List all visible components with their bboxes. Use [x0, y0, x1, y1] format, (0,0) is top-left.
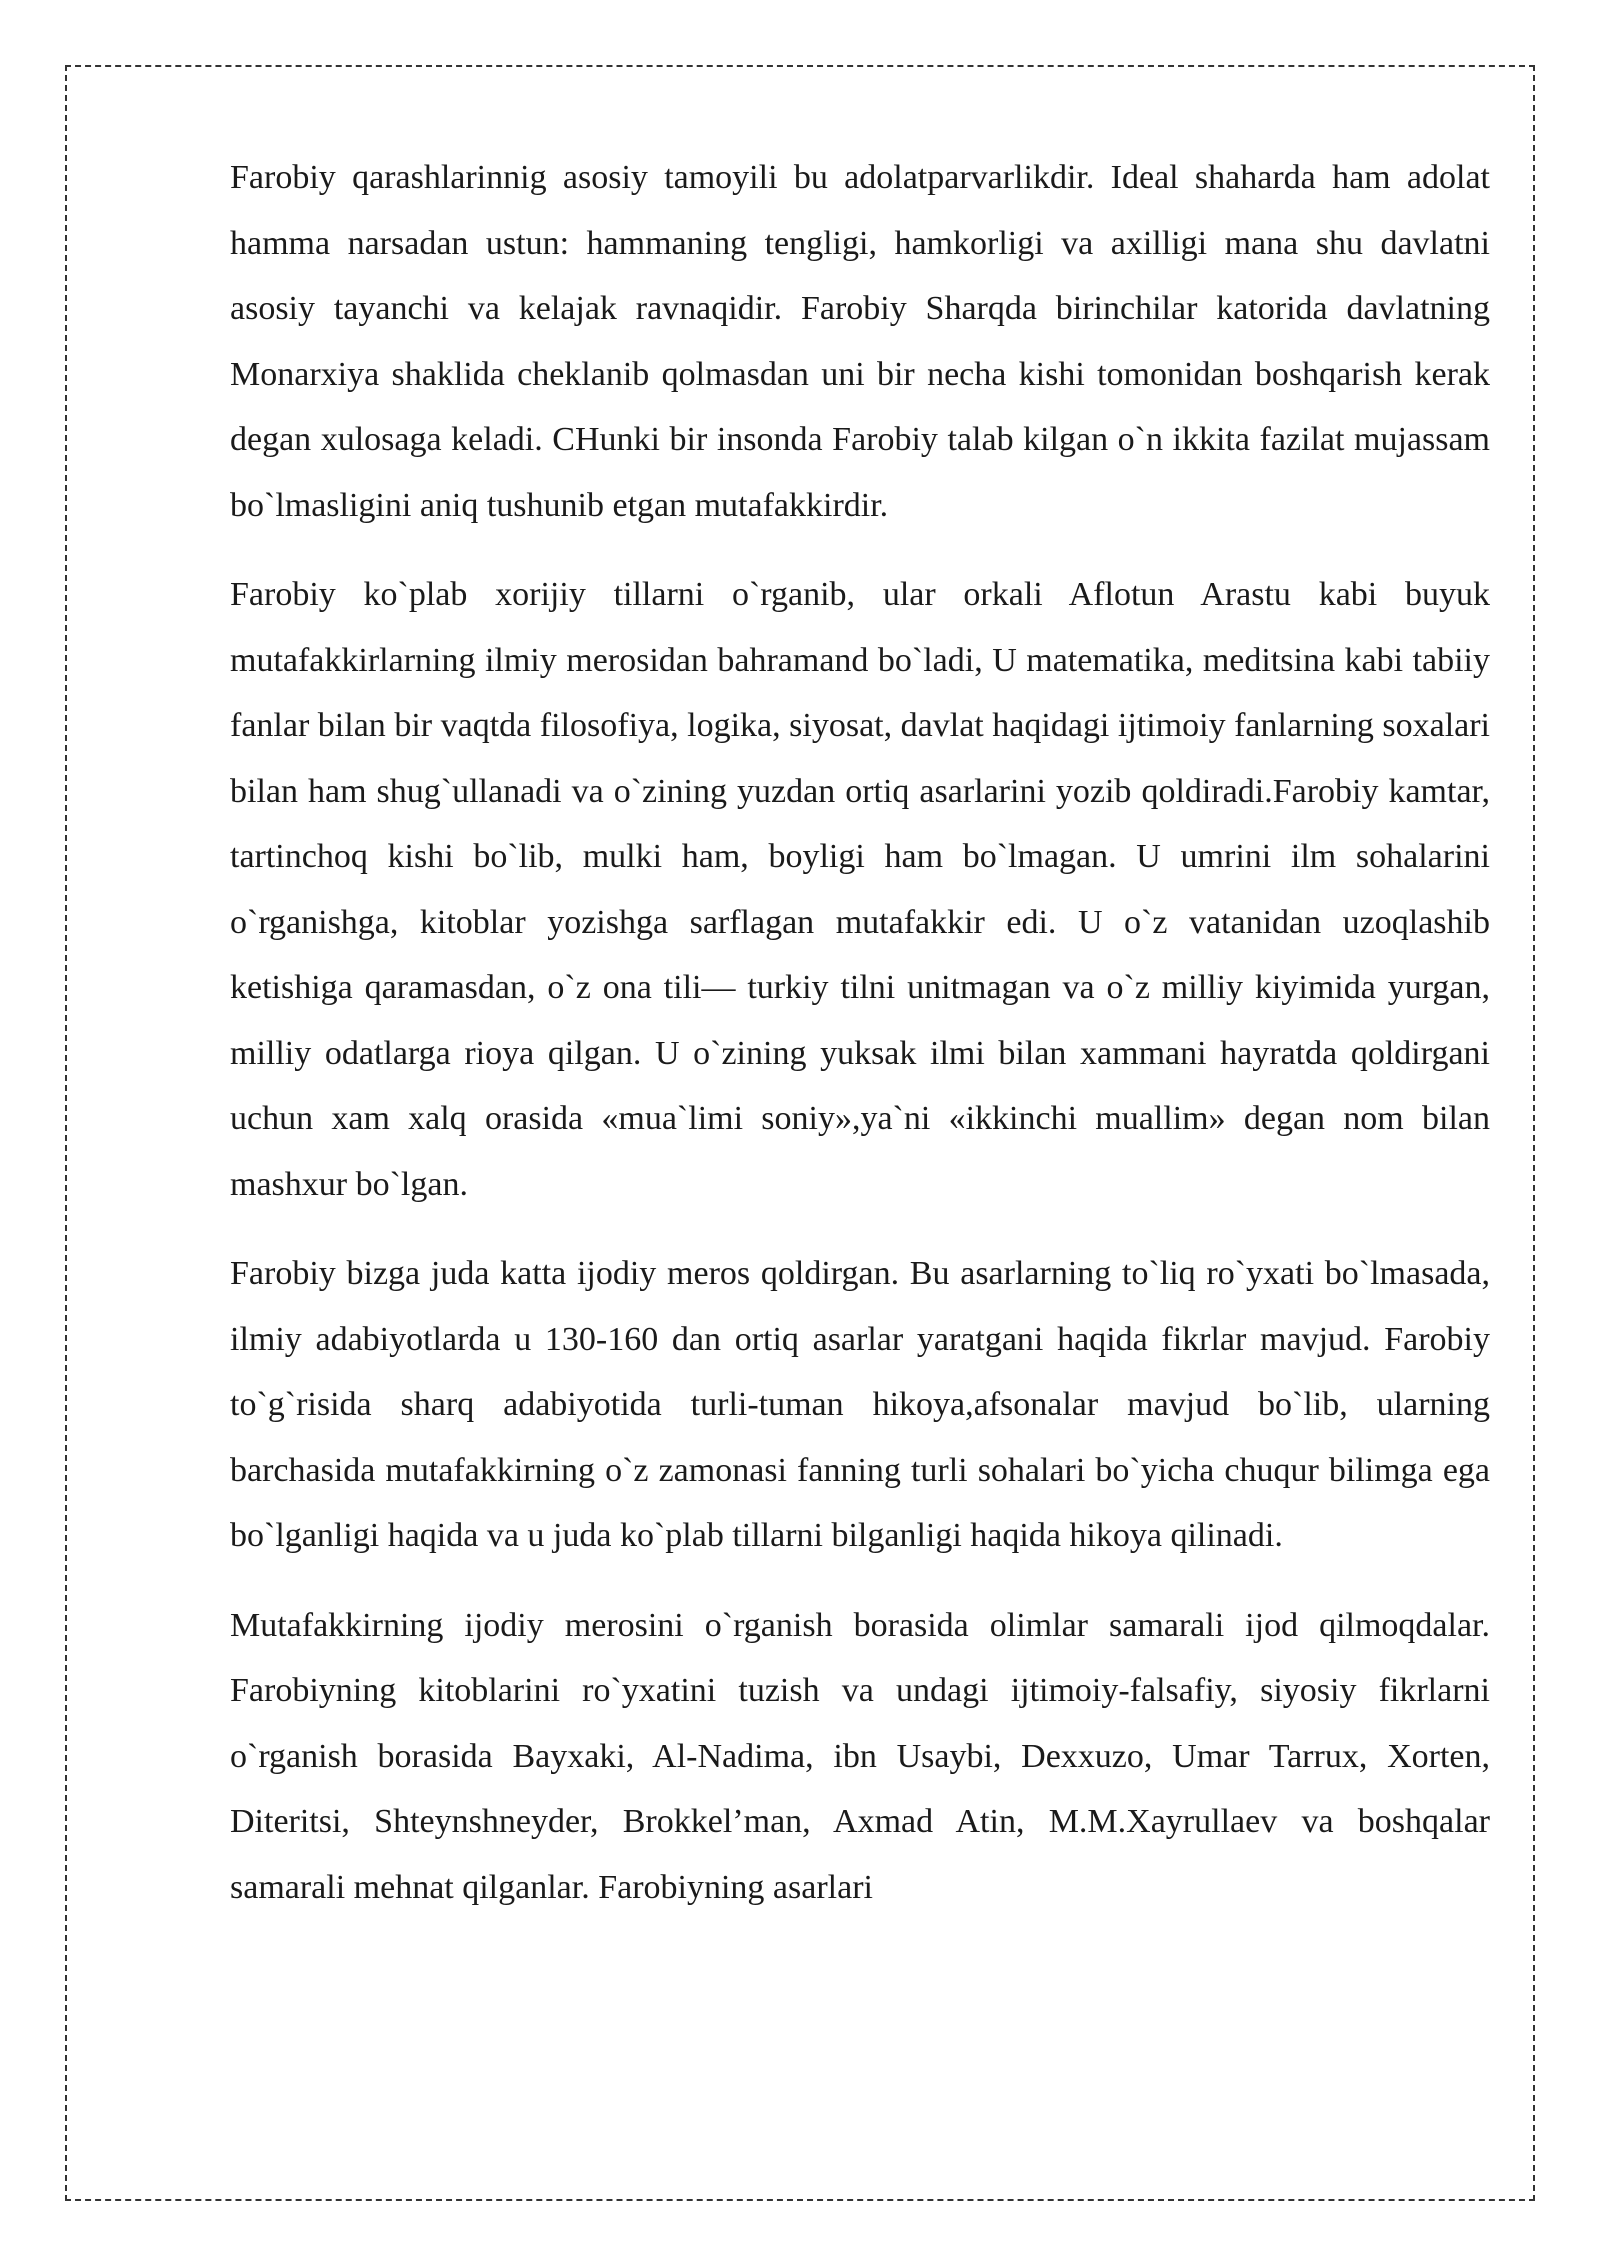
paragraph-4: Mutafakkirning ijodiy merosini o`rganish borasida olimlar samarali ijod qilmoqdalar. Farobiyning kitoblarini ro`yxatini tuzish va undagi ijtimoiy-falsafiy, siyosiy fikrlarni o`rganish borasida Bayxaki, Al-Nadima, ibn Usaybi, Dexxuzo, Umar Tarrux, Xorten, Diteritsi, Shteynshneyder, Brokkel’man, Axmad Atin, M.M.Xayrullaev va boshqalar samarali mehnat qilganlar. Farobiyning asarlari	[230, 1606, 1490, 1906]
paragraph-3: Farobiy bizga juda katta ijodiy meros qoldirgan. Bu asarlarning to`liq ro`yxati bo`lmasada, ilmiy adabiyotlarda u 130-160 dan ortiq asarlar yaratgani haqida fikrlar mavjud. Farobiy to`g`risida sharq adabiyotida turli-tuman hikoya,afsonalar mavjud bo`lib, ularning barchasida mutafakkirning o`z zamonasi fanning turli sohalari bo`yicha chuqur bilimga ega bo`lganligi haqida va u juda ko`plab tillarni bilganligi haqida hikoya qilinadi.	[230, 1255, 1490, 1554]
paragraph-2: Farobiy ko`plab xorijiy tillarni o`rganib, ular orkali Aflotun Arastu kabi buyuk mutafakkirlarning ilmiy merosidan bahramand bo`ladi, U matematika, meditsina kabi tabiiy fanlar bilan bir vaqtda filosofiya, logika, siyosat, davlat haqidagi ijtimoiy fanlarning soxalari bilan ham shug`ullanadi va o`zining yuzdan ortiq asarlarini yozib qoldiradi.Farobiy kamtar, tartinchoq kishi bo`lib, mulki ham, boyligi ham bo`lmagan. U umrini ilm sohalarini o`rganishga, kitoblar yozishga sarflagan mutafakkir edi. U o`z vatanidan uzoqlashib ketishiga qaramasdan, o`z ona tili— turkiy tilni unitmagan va o`z milliy kiyimida yurgan, milliy odatlarga rioya qilgan. U o`zining yuksak ilmi bilan xammani hayratda qoldirgani uchun xam xalq orasida «mua`limi soniy»,ya`ni «ikkinchi muallim» degan nom bilan mashxur bo`lgan.	[230, 576, 1490, 1203]
document-body	[230, 145, 1490, 1944]
paragraph-1: Farobiy qarashlarinnig asosiy tamoyili bu adolatparvarlikdir. Ideal shaharda ham adolat hamma narsadan ustun: hammaning tengligi, hamkorligi va axilligi mana shu davlatni asosiy tayanchi va kelajak ravnaqidir. Farobiy Sharqda birinchilar katorida davlatning Monarxiya shaklida cheklanib qolmasdan uni bir necha kishi tomonidan boshqarish kerak degan xulosaga keladi. CHunki bir insonda Farobiy talab kilgan o`n ikkita fazilat mujassam bo`lmasligini aniq tushunib etgan mutafakkirdir.	[230, 159, 1490, 524]
